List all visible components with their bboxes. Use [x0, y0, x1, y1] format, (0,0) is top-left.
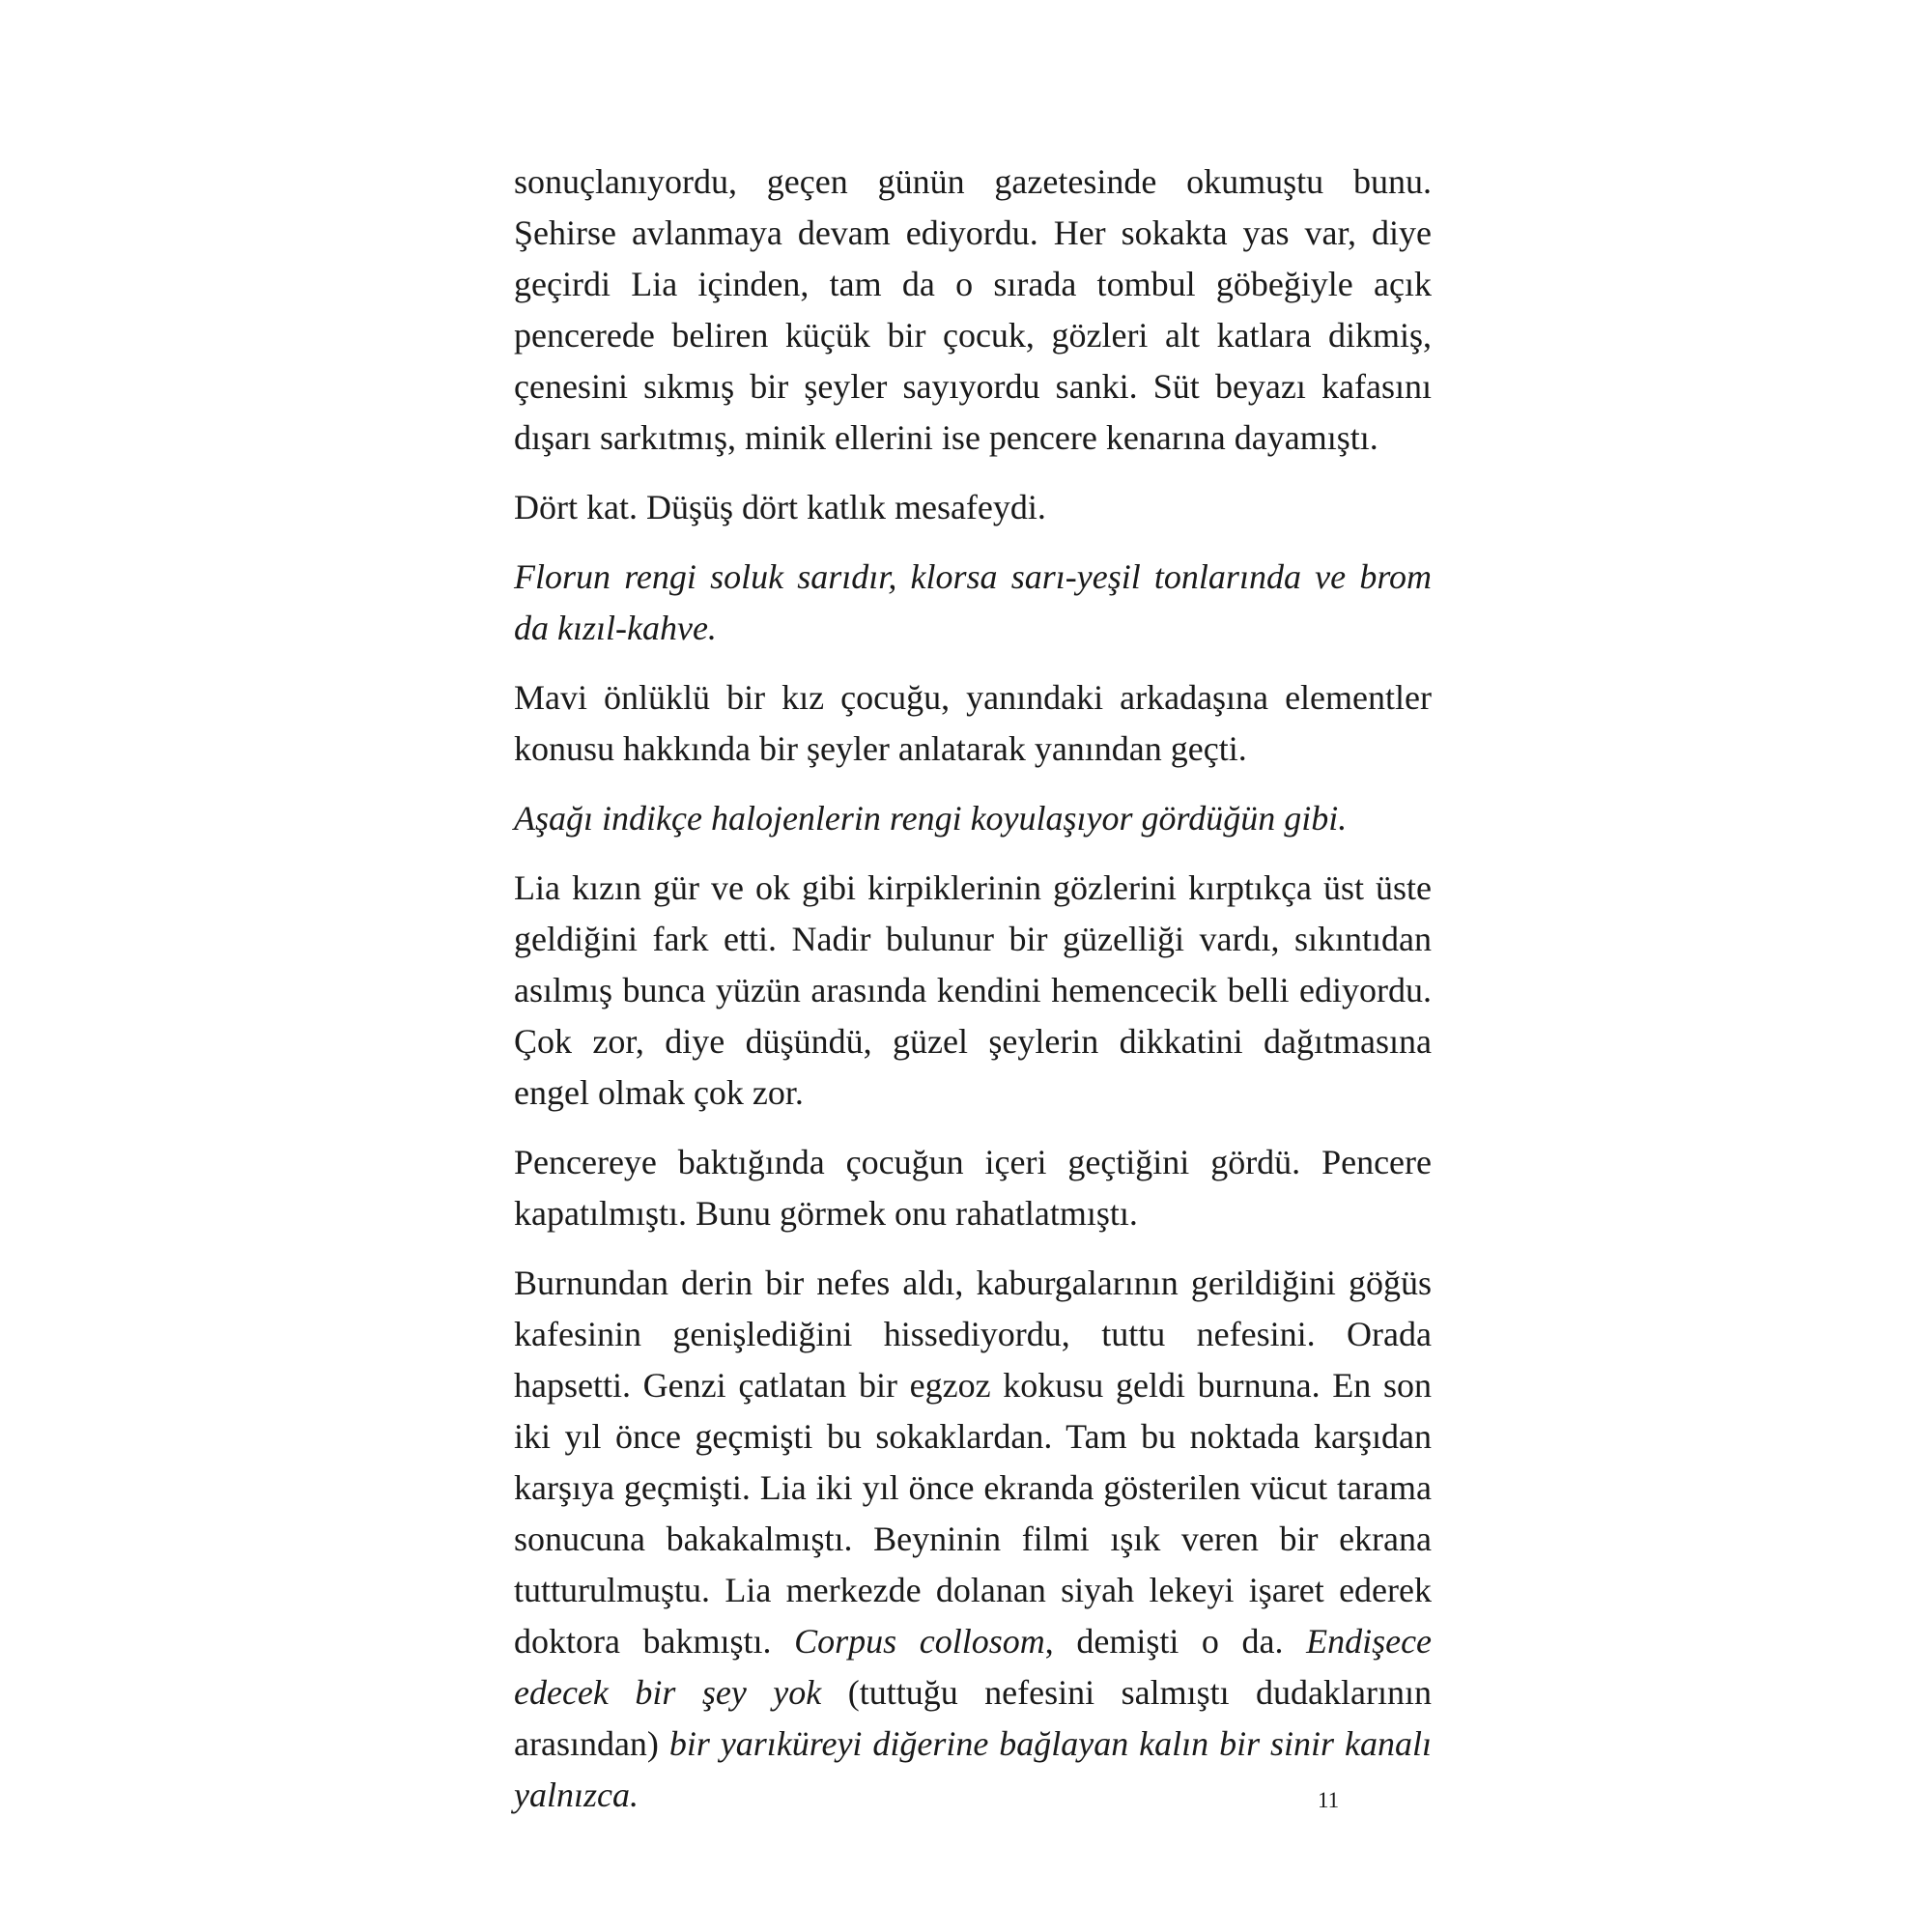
body-text: [514, 156, 1432, 1821]
paragraph-8: [514, 1258, 1432, 1821]
paragraph-3-italic: Florun rengi soluk sarıdır, klorsa sarı-yeşil tonlarında ve brom da kızıl-kahve.: [514, 557, 1432, 647]
paragraph-8-italic-3: bir yarıküreyi diğerine bağlayan kalın bir sinir kanalı yalnızca.: [514, 1724, 1432, 1814]
paragraph-4: Mavi önlüklü bir kız çocuğu, yanındaki arkadaşına elementler konusu hakkında bir şeyler anlatarak yanından geçti.: [514, 678, 1432, 768]
paragraph-8-italic-2: Endişece edecek bir şey yok: [514, 1622, 1433, 1712]
paragraph-6: Lia kızın gür ve ok gibi kirpiklerinin gözlerini kırptıkça üst üste geldiğini fark etti. Nadir bulunur bir güzelliği vardı, sıkıntıdan asılmış bunca yüzün arasında kendini hemencecik belli ediyordu. Çok zor, diye düşündü, güzel şeylerin dikkatini dağıtmasına engel olmak çok zor.: [514, 868, 1432, 1112]
paragraph-5-italic: Aşağı indikçe halojenlerin rengi koyulaşıyor gördüğün gibi.: [514, 799, 1348, 838]
page-number: 11: [1318, 1788, 1340, 1812]
paragraph-8-part-3: (tuttuğu nefesini salmıştı dudaklarının arasından): [514, 1673, 1433, 1763]
paragraph-2: Dört kat. Düşüş dört katlık mesafeydi.: [514, 488, 1046, 526]
paragraph-8-part-2: , demişti o da.: [1044, 1622, 1284, 1661]
paragraph-8-italic-1: Corpus collosom: [794, 1622, 1045, 1661]
paragraph-8-part-1: Burnundan derin bir nefes aldı, kaburgalarının gerildiğini göğüs kafesinin genişlediğini hissediyordu, tuttu nefesini. Orada hapsetti. Genzi çatlatan bir egzoz kokusu geldi burnuna. En son iki yıl önce geçmişti bu sokaklardan. Tam bu noktada karşıdan karşıya geçmişti. Lia iki yıl önce ekranda gösterilen vücut tarama sonucuna bakakalmıştı. Beyninin filmi ışık veren bir ekrana tutturulmuştu. Lia merkezde dolanan siyah lekeyi işaret ederek doktora bakmıştı.: [514, 1264, 1432, 1661]
paragraph-7: Pencereye baktığında çocuğun içeri geçtiğini gördü. Pencere kapatılmıştı. Bunu görmek onu rahatlatmıştı.: [514, 1143, 1432, 1233]
paragraph-1: sonuçlanıyordu, geçen günün gazetesinde okumuştu bunu. Şehirse avlanmaya devam ediyordu. Her sokakta yas var, diye geçirdi Lia içinden, tam da o sırada tombul göbeğiyle açık pencerede beliren küçük bir çocuk, gözleri alt katlara dikmiş, çenesini sıkmış bir şeyler sayıyordu sanki. Süt beyazı kafasını dışarı sarkıtmış, minik ellerini ise pencere kenarına dayamıştı.: [514, 162, 1432, 457]
